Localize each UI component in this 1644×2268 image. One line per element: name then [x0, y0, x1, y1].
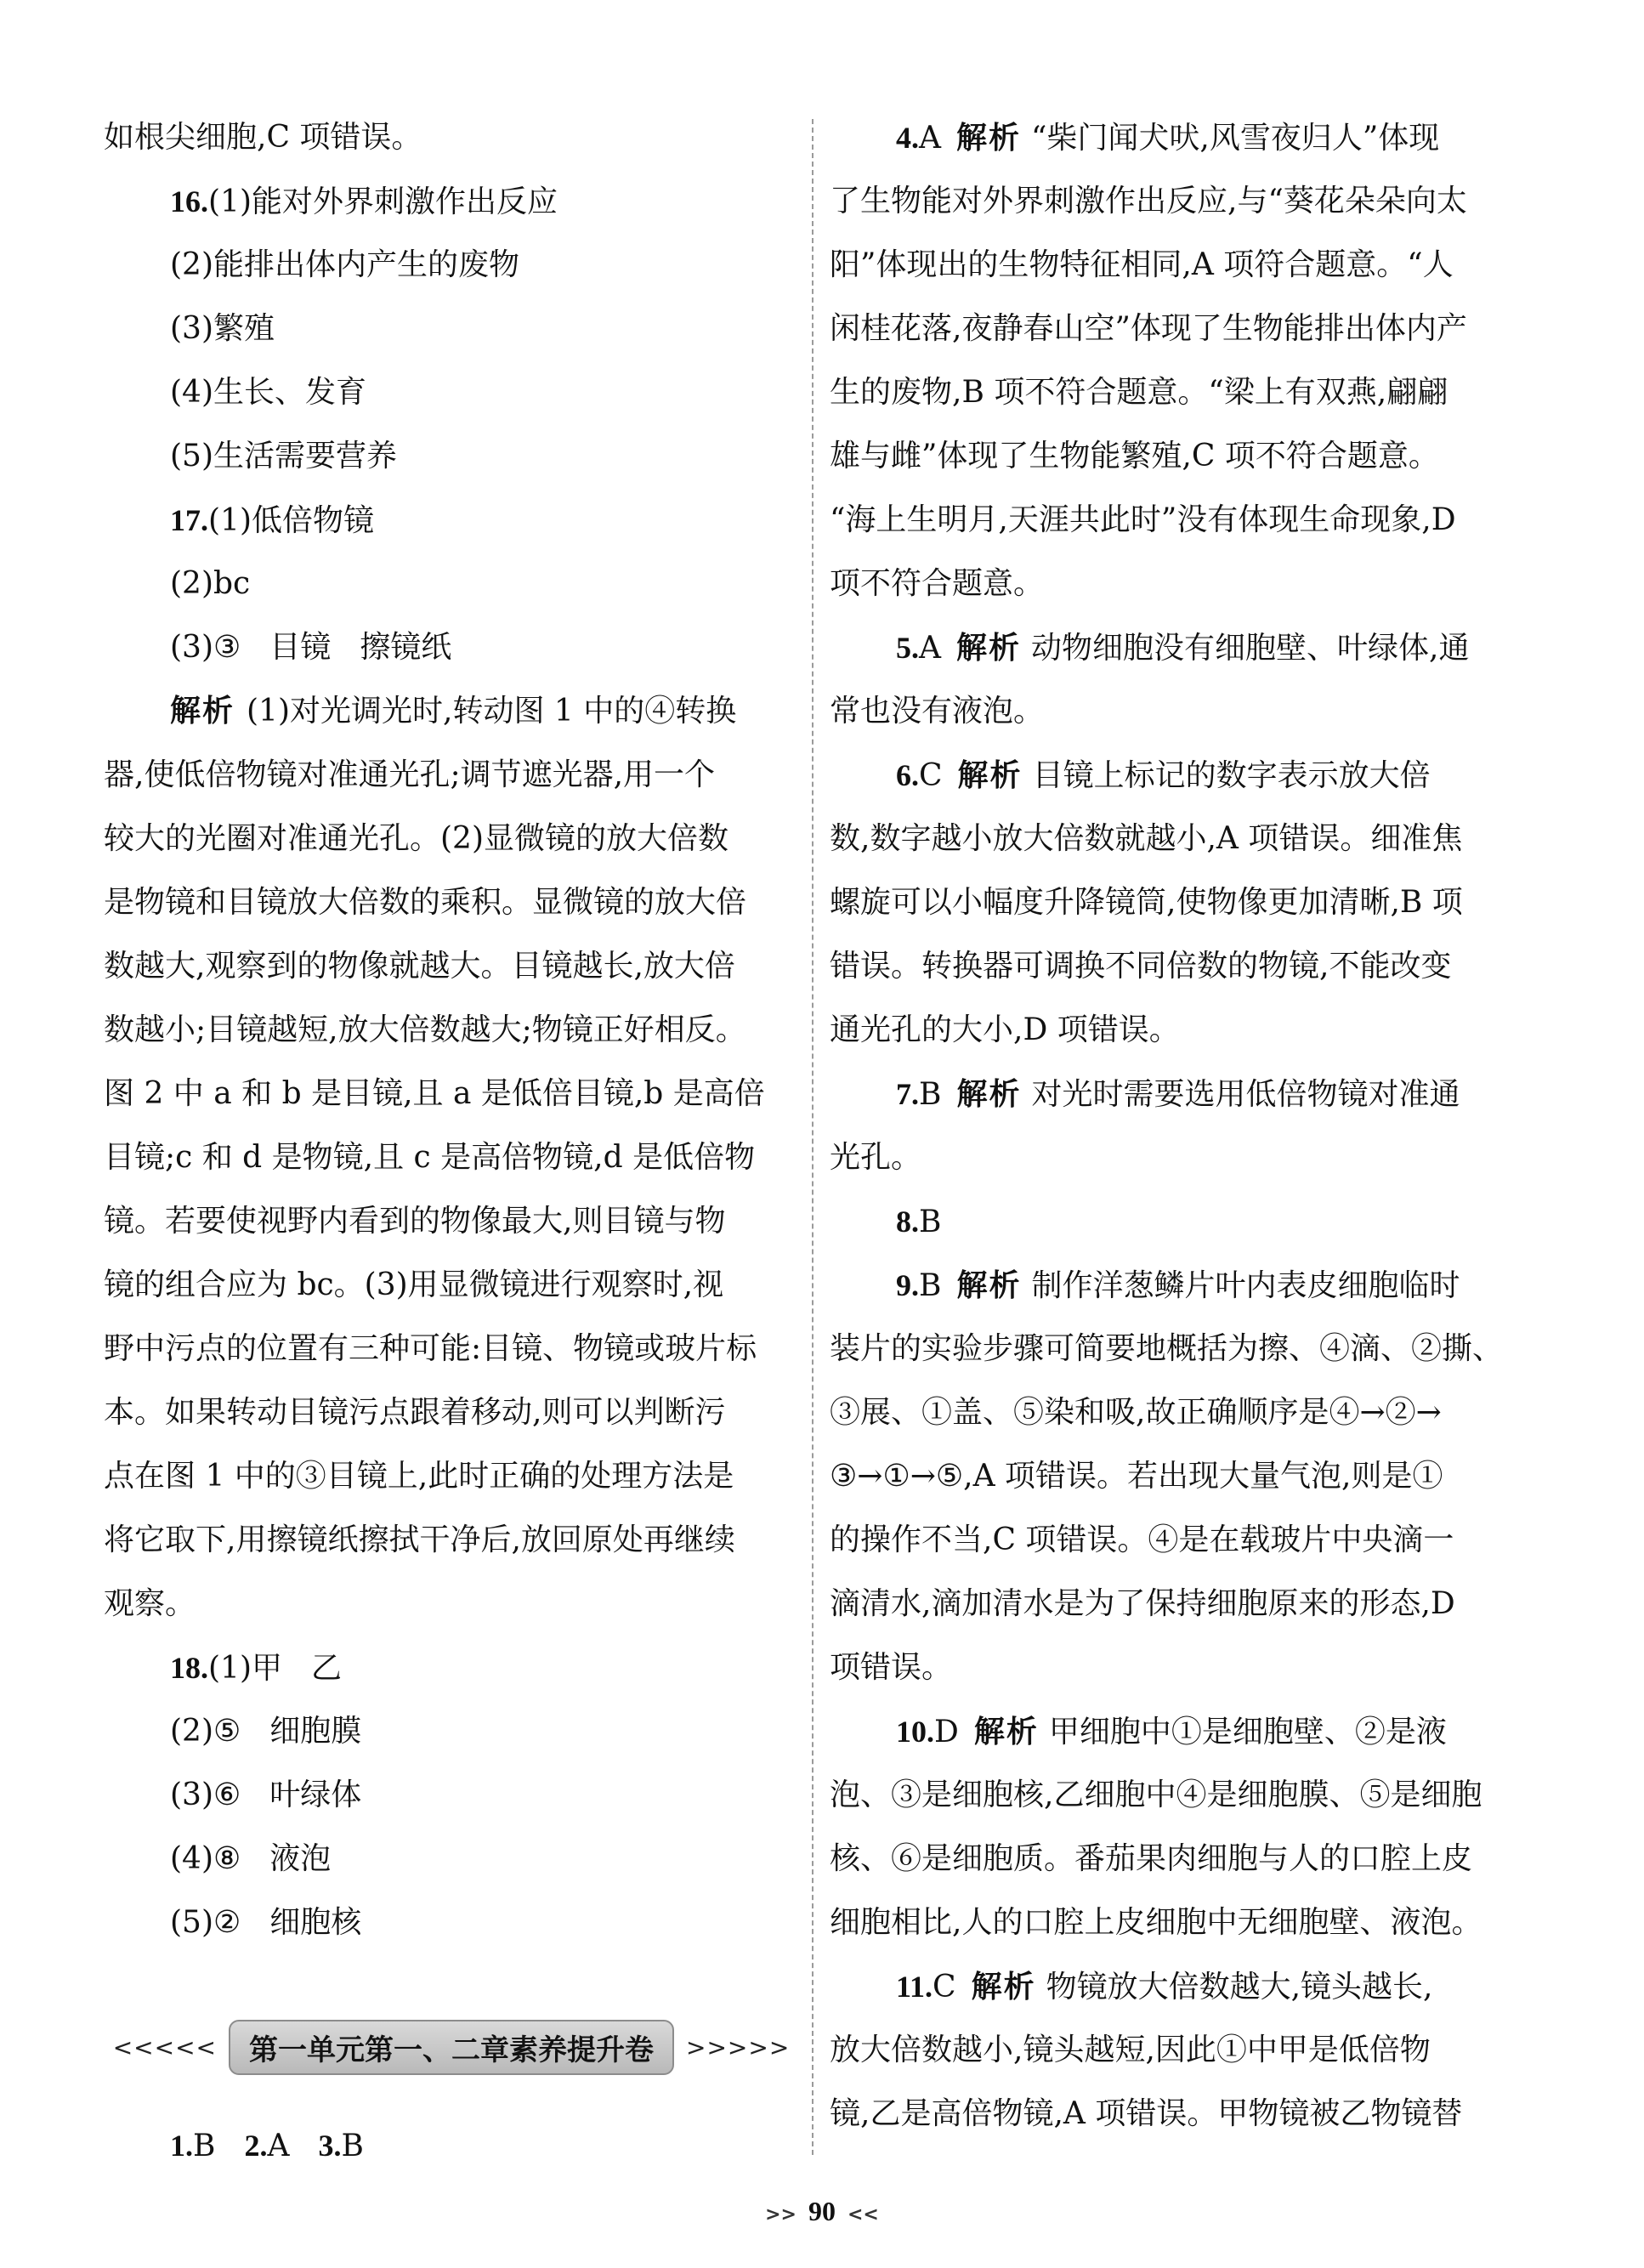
answers-1-3: 1.B 2.A 3.B — [170, 2129, 364, 2163]
answer-10-line-3: 核、⑥是细胞质。番茄果肉细胞与人的口腔上皮 — [830, 1841, 1473, 1876]
analysis-17-line-2: 器,使低倍物镜对准通光孔;调节遮光器,用一个 — [104, 757, 716, 792]
page-number-footer — [0, 2196, 1644, 2227]
answer-18-part-3: (3)⑥ 叶绿体 — [170, 1778, 362, 1812]
answer-9-line-7: 项错误。 — [830, 1650, 953, 1685]
answer-8: 8.B — [896, 1205, 942, 1239]
answer-6-line-1: 6.C 解析 目镜上标记的数字表示放大倍 — [896, 758, 1431, 793]
answer-6-line-5: 通光孔的大小,D 项错误。 — [830, 1012, 1180, 1047]
section-heading — [104, 2021, 799, 2072]
analysis-17-line-15: 观察。 — [104, 1586, 196, 1621]
page-marker-left-icon: >> — [765, 2204, 796, 2225]
answer-16-part-5: (5)生活需要营养 — [170, 439, 397, 473]
analysis-17-line-4: 是物镜和目镜放大倍数的乘积。显微镜的放大倍 — [104, 885, 747, 920]
answer-10-line-4: 细胞相比,人的口腔上皮细胞中无细胞壁、液泡。 — [830, 1905, 1482, 1940]
analysis-17-line-7: 图 2 中 a 和 b 是目镜,且 a 是低倍目镜,b 是高倍 — [104, 1076, 765, 1111]
answer-16-part-1: 16.(1)能对外界刺激作出反应 — [170, 184, 558, 219]
answer-11-line-2: 放大倍数越小,镜头越短,因此①中甲是低倍物 — [830, 2033, 1431, 2067]
left-chevrons-icon: <<<<< — [112, 2033, 217, 2061]
answer-4-line-8: 项不符合题意。 — [830, 566, 1045, 601]
answer-9-line-6: 滴清水,滴加清水是为了保持细胞原来的形态,D — [830, 1586, 1455, 1621]
answer-10-line-2: 泡、③是细胞核,乙细胞中④是细胞膜、⑤是细胞 — [830, 1778, 1482, 1812]
answer-11-line-3: 镜,乙是高倍物镜,A 项错误。甲物镜被乙物镜替 — [830, 2096, 1463, 2131]
answer-6-line-2: 数,数字越小放大倍数就越小,A 项错误。细准焦 — [830, 821, 1463, 856]
answer-6-line-3: 螺旋可以小幅度升降镜筒,使物像更加清晰,B 项 — [830, 885, 1463, 920]
answer-9-line-5: 的操作不当,C 项错误。④是在载玻片中央滴一 — [830, 1522, 1454, 1557]
answer-4-line-3: 阳”体现出的生物特征相同,A 项符合题意。“人 — [830, 247, 1454, 282]
answer-4-line-6: 雄与雌”体现了生物能繁殖,C 项不符合题意。 — [830, 439, 1439, 473]
text-line: 如根尖细胞,C 项错误。 — [104, 120, 422, 155]
answer-18-part-5: (5)② 细胞核 — [170, 1905, 362, 1940]
answer-9-line-3: ③展、①盖、⑤染和吸,故正确顺序是④→②→ — [830, 1395, 1442, 1430]
answer-18-part-4: (4)⑧ 液泡 — [170, 1841, 332, 1876]
answer-17-part-1: 17.(1)低倍物镜 — [170, 503, 374, 538]
right-chevrons-icon: >>>>> — [686, 2033, 791, 2061]
analysis-17-line-3: 较大的光圈对准通光孔。(2)显微镜的放大倍数 — [104, 821, 728, 856]
section-title: 第一单元第一、二章素养提升卷 — [229, 2020, 674, 2075]
column-divider — [812, 119, 813, 2155]
answer-18-part-1: 18.(1)甲 乙 — [170, 1651, 343, 1686]
analysis-17-line-13: 点在图 1 中的③目镜上,此时正确的处理方法是 — [104, 1459, 734, 1494]
answer-16-part-4: (4)生长、发育 — [170, 375, 366, 410]
answer-17-part-3: (3)③ 目镜 擦镜纸 — [170, 630, 452, 665]
answer-10-line-1: 10.D 解析 甲细胞中①是细胞壁、②是液 — [896, 1715, 1447, 1749]
answer-17-part-2: (2)bc — [170, 566, 251, 601]
answer-9-line-2: 装片的实验步骤可简要地概括为擦、④滴、②撕、 — [830, 1331, 1504, 1366]
analysis-17-line-1: 解析 (1)对光调光时,转动图 1 中的④转换 — [170, 694, 737, 729]
answer-4-line-4: 闲桂花落,夜静春山空”体现了生物能排出体内产 — [830, 311, 1467, 346]
analysis-17-line-5: 数越大,观察到的物像就越大。目镜越长,放大倍 — [104, 949, 735, 984]
answer-18-part-2: (2)⑤ 细胞膜 — [170, 1714, 362, 1749]
answer-4-line-1: 4.A 解析 “柴门闻犬吠,风雪夜归人”体现 — [896, 121, 1440, 156]
answer-4-line-5: 生的废物,B 项不符合题意。“梁上有双燕,翩翩 — [830, 375, 1448, 410]
answer-9-line-4: ③→①→⑤,A 项错误。若出现大量气泡,则是① — [830, 1459, 1443, 1494]
answer-6-line-4: 错误。转换器可调换不同倍数的物镜,不能改变 — [830, 949, 1452, 984]
answer-4-line-2: 了生物能对外界刺激作出反应,与“葵花朵朵向太 — [830, 184, 1467, 218]
answer-7-line-2: 光孔。 — [830, 1140, 922, 1175]
page-number: 90 — [808, 2196, 836, 2226]
answer-7-line-1: 7.B 解析 对光时需要选用低倍物镜对准通 — [896, 1077, 1460, 1112]
answer-5-line-2: 常也没有液泡。 — [830, 694, 1045, 729]
answer-16-part-3: (3)繁殖 — [170, 311, 275, 346]
analysis-17-line-12: 本。如果转动目镜污点跟着移动,则可以判断污 — [104, 1395, 726, 1430]
analysis-17-line-10: 镜的组合应为 bc。(3)用显微镜进行观察时,视 — [104, 1267, 724, 1302]
analysis-17-line-9: 镜。若要使视野内看到的物像最大,则目镜与物 — [104, 1204, 726, 1239]
answer-5-line-1: 5.A 解析 动物细胞没有细胞壁、叶绿体,通 — [896, 631, 1470, 666]
analysis-17-line-8: 目镜;c 和 d 是物镜,且 c 是高倍物镜,d 是低倍物 — [104, 1140, 756, 1175]
answer-9-line-1: 9.B 解析 制作洋葱鳞片叶内表皮细胞临时 — [896, 1268, 1460, 1303]
analysis-17-line-14: 将它取下,用擦镜纸擦拭干净后,放回原处再继续 — [104, 1522, 735, 1557]
answer-11-line-1: 11.C 解析 物镜放大倍数越大,镜头越长, — [896, 1970, 1433, 2004]
analysis-17-line-11: 野中污点的位置有三种可能:目镜、物镜或玻片标 — [104, 1331, 757, 1366]
answer-16-part-2: (2)能排出体内产生的废物 — [170, 247, 519, 282]
answer-4-line-7: “海上生明月,天涯共此时”没有体现生命现象,D — [830, 502, 1456, 537]
analysis-17-line-6: 数越小;目镜越短,放大倍数越大;物镜正好相反。 — [104, 1012, 746, 1047]
page-marker-right-icon: << — [848, 2204, 879, 2225]
